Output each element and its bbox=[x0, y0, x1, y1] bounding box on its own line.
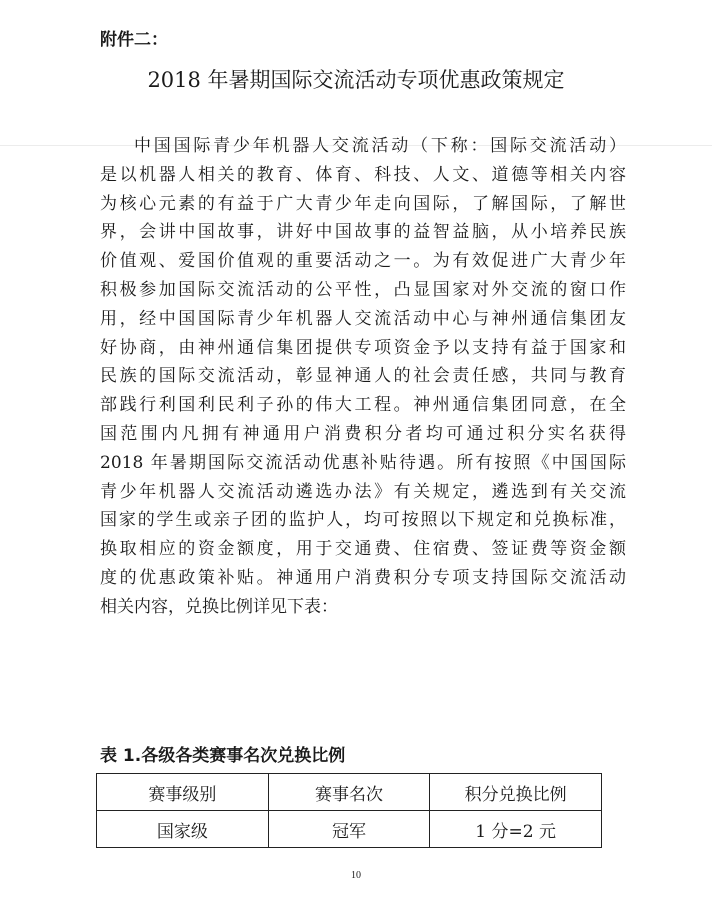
paragraph-line: 国家的学生或亲子团的监护人，均可按照以下规定和兑换标准， bbox=[100, 510, 626, 531]
table-caption: 表 1.各级各类赛事名次兑换比例 bbox=[100, 746, 346, 766]
paragraph-line: 界，会讲中国故事，讲好中国故事的益智益脑，从小培养民族 bbox=[100, 222, 626, 243]
paragraph-line: 中国国际青少年机器人交流活动（下称：国际交流活动） bbox=[134, 136, 626, 156]
attachment-label: 附件二： bbox=[100, 30, 168, 50]
table-cell: 国家级 bbox=[97, 811, 269, 848]
paragraph-line: 相关内容，兑换比例详见下表： bbox=[100, 596, 338, 617]
column-header-ratio: 积分兑换比例 bbox=[430, 774, 602, 811]
paragraph-line: 2018 年暑期国际交流活动优惠补贴待遇。所有按照《中国国际 bbox=[100, 452, 626, 473]
paragraph-line: 民族的国际交流活动，彰显神通人的社会责任感，共同与教育 bbox=[100, 366, 626, 387]
document-title: 2018 年暑期国际交流活动专项优惠政策规定 bbox=[147, 68, 565, 92]
page-number: 10 bbox=[351, 870, 361, 881]
table-header-row bbox=[97, 774, 602, 811]
body-paragraph bbox=[100, 132, 626, 622]
paragraph-line: 是以机器人相关的教育、体育、科技、人文、道德等相关内容 bbox=[100, 164, 626, 185]
column-header-event-level: 赛事级别 bbox=[97, 774, 269, 811]
table-cell: 冠军 bbox=[268, 811, 430, 848]
paragraph-line: 部践行利国利民利子孙的伟大工程。神州通信集团同意，在全 bbox=[100, 395, 626, 416]
paragraph-line: 好协商，由神州通信集团提供专项资金予以支持有益于国家和 bbox=[100, 337, 626, 358]
paragraph-line: 换取相应的资金额度，用于交通费、住宿费、签证费等资金额 bbox=[100, 539, 626, 560]
exchange-ratio-table bbox=[96, 773, 602, 848]
paragraph-line: 青少年机器人交流活动遴选办法》有关规定，遴选到有关交流 bbox=[100, 481, 626, 502]
table-row bbox=[97, 811, 602, 848]
paragraph-line: 为核心元素的有益于广大青少年走向国际，了解国际，了解世 bbox=[100, 193, 626, 214]
paragraph-line: 积极参加国际交流活动的公平性，凸显国家对外交流的窗口作 bbox=[100, 279, 626, 300]
table-cell: 1 分=2 元 bbox=[430, 811, 602, 848]
column-header-ranking: 赛事名次 bbox=[268, 774, 430, 811]
paragraph-line: 国范围内凡拥有神通用户消费积分者均可通过积分实名获得 bbox=[100, 423, 626, 444]
paragraph-line: 度的优惠政策补贴。神通用户消费积分专项支持国际交流活动 bbox=[100, 567, 626, 588]
paragraph-line: 价值观、爱国价值观的重要活动之一。为有效促进广大青少年 bbox=[100, 251, 626, 272]
paragraph-line: 用，经中国国际青少年机器人交流活动中心与神州通信集团友 bbox=[100, 308, 626, 329]
